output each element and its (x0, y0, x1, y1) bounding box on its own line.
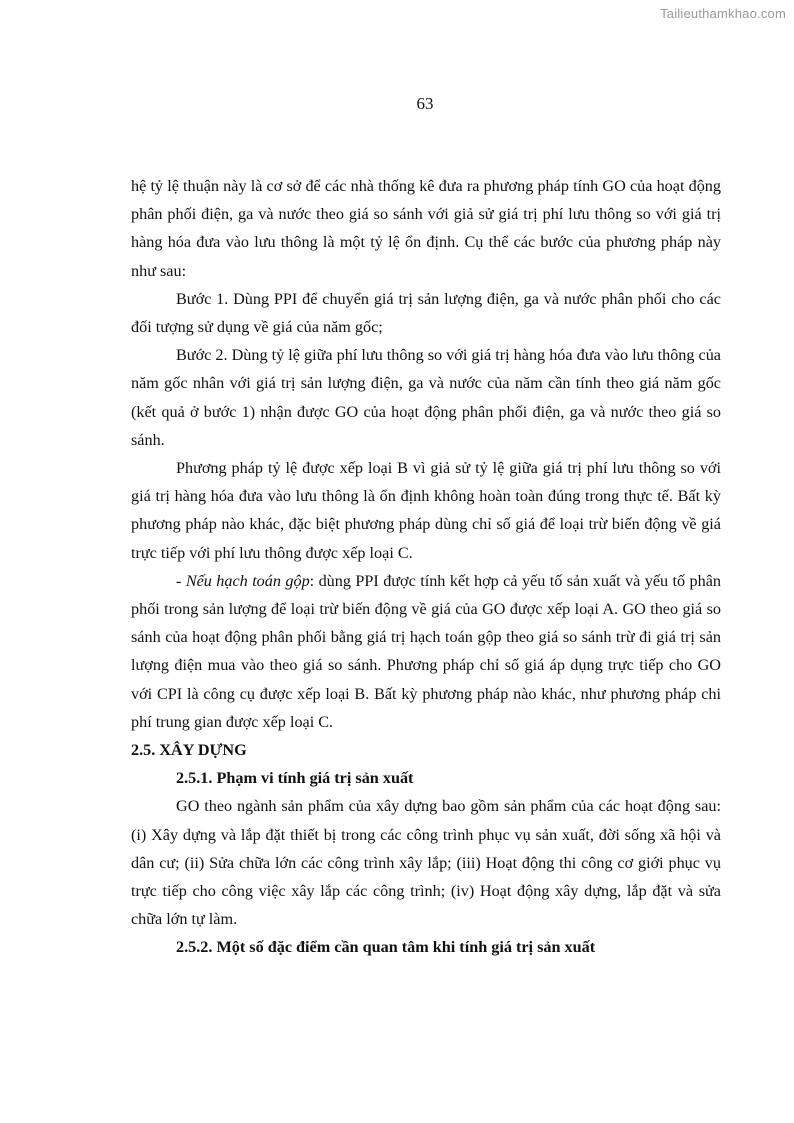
watermark: Tailieuthamkhao.com (660, 6, 786, 21)
paragraph-gross-accounting-text: : dùng PPI được tính kết hợp cả yếu tố sản xuất và yếu tố phân phối trong sản lượng để loại trừ biến động về giá của GO được xếp loại A. GO theo giá so sánh của hoạt động phân phối bằng giá trị hạch toán gộp theo giá so sánh trừ đi giá trị sản lượng điện mua vào theo giá so sánh. Phương pháp chỉ số giá áp dụng trực tiếp cho GO với CPI là công cụ được xếp loại B. Bất kỳ phương pháp nào khác, như phương pháp chi phí trung gian được xếp loại C. (131, 571, 722, 731)
paragraph-step-1: Bước 1. Dùng PPI để chuyển giá trị sản lượng điện, ga và nước phân phối cho các đối tượng sử dụng về giá của năm gốc; (131, 289, 721, 337)
paragraph-scope: GO theo ngành sản phẩm của xây dựng bao gồm sản phẩm của các hoạt động sau: (i) Xây dựng và lắp đặt thiết bị trong các công trình phục vụ sản xuất, đời sống xã hội và dân cư; (ii) Sửa chữa lớn các công trình xây lắp; (iii) Hoạt động thi công cơ giới phục vụ trực tiếp cho công việc xây lắp các công trình; (iv) Hoạt động xây dựng, lắp đặt và sửa chữa lớn tự làm. (131, 797, 721, 929)
document-body (131, 172, 721, 962)
paragraph-method-rating: Phương pháp tỷ lệ được xếp loại B vì giả sử tỷ lệ giữa giá trị phí lưu thông so với giá trị hàng hóa đưa vào lưu thông là ổn định không hoàn toàn đúng trong thực tế. Bất kỳ phương pháp nào khác, đặc biệt phương pháp dùng chỉ số giá để loại trừ biến động về giá trực tiếp với phí lưu thông được xếp loại C. (131, 459, 721, 562)
paragraph-gross-accounting (131, 567, 721, 736)
subsection-heading-1: 2.5.1. Phạm vi tính giá trị sản xuất (176, 769, 414, 788)
bullet-dash: - (176, 571, 186, 590)
section-heading: 2.5. XÂY DỰNG (131, 741, 247, 760)
page-number: 63 (416, 94, 434, 113)
paragraph-1: hệ tỷ lệ thuận này là cơ sở để các nhà thống kê đưa ra phương pháp tính GO của hoạt động phân phối điện, ga và nước theo giá so sánh với giả sử giá trị phí lưu thông so với giá trị hàng hóa đưa vào lưu thông là một tỷ lệ ổn định. Cụ thể các bước của phương pháp này như sau: (131, 177, 721, 280)
italic-term: Nếu hạch toán gộp (185, 571, 310, 590)
subsection-heading-2: 2.5.2. Một số đặc điểm cần quan tâm khi tính giá trị sản xuất (176, 938, 596, 957)
paragraph-step-2: Bước 2. Dùng tỷ lệ giữa phí lưu thông so với giá trị hàng hóa đưa vào lưu thông của năm gốc nhân với giá trị sản lượng điện, ga và nước của năm cần tính theo giá năm gốc (kết quả ở bước 1) nhận được GO của hoạt động phân phối điện, ga và nước theo giá so sánh. (131, 346, 721, 449)
